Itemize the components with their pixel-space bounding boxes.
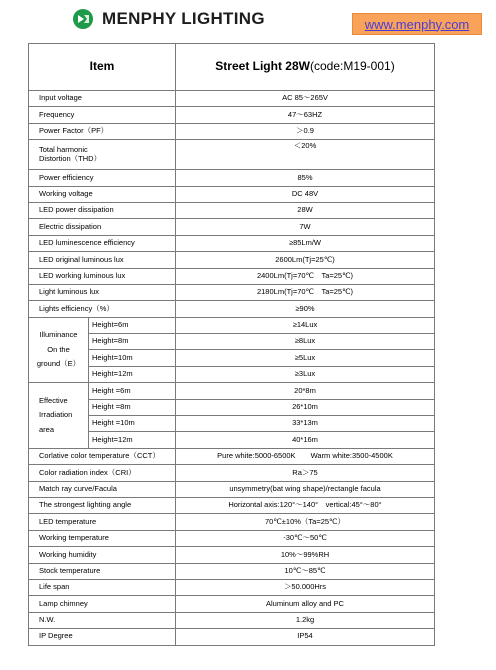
table-row: [29, 202, 435, 218]
row-value: 28W: [176, 202, 435, 218]
row-value: 20*8m: [176, 383, 435, 399]
row-value: DC 48V: [176, 186, 435, 202]
row-value: 10%～99%RH: [176, 547, 435, 563]
table-row: [29, 123, 435, 139]
table-row: [29, 612, 435, 628]
row-value: Aluminum alloy and PC: [176, 596, 435, 612]
row-label: Power Factor（PF）: [29, 123, 176, 139]
row-label: Stock temperature: [29, 563, 176, 579]
table-row: [29, 140, 435, 170]
product-code: (code:M19-001): [309, 59, 395, 74]
row-label: LED working luminous lux: [29, 268, 176, 284]
row-label: [29, 140, 176, 170]
table-row: [29, 596, 435, 612]
column-header-item: Item: [29, 44, 176, 91]
row-label: Frequency: [29, 107, 176, 123]
table-row: [29, 383, 435, 399]
row-label: Light luminous lux: [29, 284, 176, 300]
row-label: Working temperature: [29, 530, 176, 546]
website-banner[interactable]: [352, 13, 482, 35]
table-row: [29, 432, 435, 448]
row-label: Corlative color temperature（CCT）: [29, 448, 176, 464]
row-value: ≥8Lux: [176, 334, 435, 350]
website-link[interactable]: www.menphy.com: [364, 16, 470, 32]
row-value: 70℃±10%（Ta=25℃）: [176, 514, 435, 530]
row-label: N.W.: [29, 612, 176, 628]
height-label: Height=10m: [89, 350, 176, 366]
row-value: ＜20%: [176, 140, 435, 170]
irradiation-group-label: [29, 383, 89, 449]
row-value: -30℃～50℃: [176, 530, 435, 546]
row-value: 2180Lm(Tj=70℃ Ta=25℃): [176, 284, 435, 300]
cct-value-warm-white: Warm white:3500-4500K: [310, 451, 393, 461]
row-label: Life span: [29, 579, 176, 595]
table-row: [29, 252, 435, 268]
height-label: Height =8m: [89, 399, 176, 415]
row-label: LED luminescence efficiency: [29, 235, 176, 251]
table-row: [29, 579, 435, 595]
row-label-line1: Total harmonic: [39, 145, 88, 155]
row-value: 7W: [176, 219, 435, 235]
row-label: LED original luminous lux: [29, 252, 176, 268]
table-row: [29, 530, 435, 546]
row-label: Input voltage: [29, 91, 176, 107]
row-value: ≥90%: [176, 301, 435, 317]
row-value: 26*10m: [176, 399, 435, 415]
row-label: LED temperature: [29, 514, 176, 530]
table-row: [29, 301, 435, 317]
brand-name: MENPHY LIGHTING: [102, 9, 265, 28]
spec-table: [28, 43, 435, 646]
row-label: Lights efficiency（%）: [29, 301, 176, 317]
table-row: [29, 334, 435, 350]
row-value: unsymmetry(bat wing shape)/rectangle facula: [176, 481, 435, 497]
column-header-product: [176, 44, 435, 91]
table-row: [29, 514, 435, 530]
row-value: Ra＞75: [176, 465, 435, 481]
row-label: IP Degree: [29, 629, 176, 645]
height-label: Height =10m: [89, 416, 176, 432]
height-label: Height=12m: [89, 366, 176, 382]
row-label: Lamp chimney: [29, 596, 176, 612]
row-value: IP54: [176, 629, 435, 645]
row-value: 47～63HZ: [176, 107, 435, 123]
table-row: [29, 350, 435, 366]
table-row: [29, 629, 435, 645]
cct-value-pure-white: Pure white:5000-6500K: [217, 451, 296, 461]
irradiation-line1: Effective: [39, 395, 68, 405]
row-value: AC 85～265V: [176, 91, 435, 107]
table-row: [29, 497, 435, 513]
height-label: Height=12m: [89, 432, 176, 448]
table-row: [29, 268, 435, 284]
table-row: [29, 219, 435, 235]
table-row: [29, 448, 435, 464]
row-value: 33*13m: [176, 416, 435, 432]
row-value: Horizontal axis:120°～140° vertical:45°～80°: [176, 497, 435, 513]
row-label: Color radiation index（CRI）: [29, 465, 176, 481]
row-label: The strongest lighting angle: [29, 497, 176, 513]
row-label: Electric dissipation: [29, 219, 176, 235]
table-row: [29, 399, 435, 415]
table-header-row: [29, 44, 435, 91]
menphy-logo-icon: [72, 8, 94, 30]
table-row: [29, 284, 435, 300]
row-value: 1.2kg: [176, 612, 435, 628]
row-value: 2600Lm(Tj=25℃): [176, 252, 435, 268]
row-value: 10℃～85℃: [176, 563, 435, 579]
row-label: Working humidity: [29, 547, 176, 563]
table-row: [29, 107, 435, 123]
row-value: ≥85Lm/W: [176, 235, 435, 251]
height-label: Height=8m: [89, 334, 176, 350]
table-row: [29, 416, 435, 432]
irradiation-line2: Irradiation: [39, 410, 73, 420]
row-value: [176, 448, 435, 464]
row-label: LED power dissipation: [29, 202, 176, 218]
row-value: ≥5Lux: [176, 350, 435, 366]
row-value: 2400Lm(Tj=70℃ Ta=25℃): [176, 268, 435, 284]
row-label: Match ray curve/Facula: [29, 481, 176, 497]
table-row: [29, 235, 435, 251]
table-row: [29, 91, 435, 107]
row-value: ≥3Lux: [176, 366, 435, 382]
illuminance-line2: On the: [47, 344, 70, 354]
row-value: ＞0.9: [176, 123, 435, 139]
illuminance-group-label: [29, 317, 89, 383]
illuminance-line1: Illuminance: [39, 330, 78, 340]
table-row: [29, 481, 435, 497]
product-name: Street Light 28W: [215, 59, 310, 74]
row-label: Working voltage: [29, 186, 176, 202]
table-row: [29, 170, 435, 186]
page-header: [0, 0, 496, 42]
table-row: [29, 563, 435, 579]
illuminance-line3: ground（E）: [36, 359, 81, 369]
height-label: Height=6m: [89, 317, 176, 333]
table-row: [29, 547, 435, 563]
irradiation-line3: area: [39, 424, 55, 434]
table-row: [29, 186, 435, 202]
height-label: Height =6m: [89, 383, 176, 399]
row-value: 40*16m: [176, 432, 435, 448]
table-row: [29, 317, 435, 333]
row-label-line2: Distortion（THD）: [39, 153, 102, 163]
table-row: [29, 366, 435, 382]
row-value: ≥14Lux: [176, 317, 435, 333]
row-value: ＞50.000Hrs: [176, 579, 435, 595]
row-label: Power efficiency: [29, 170, 176, 186]
table-row: [29, 465, 435, 481]
row-value: 85%: [176, 170, 435, 186]
brand-logo: [72, 6, 265, 32]
